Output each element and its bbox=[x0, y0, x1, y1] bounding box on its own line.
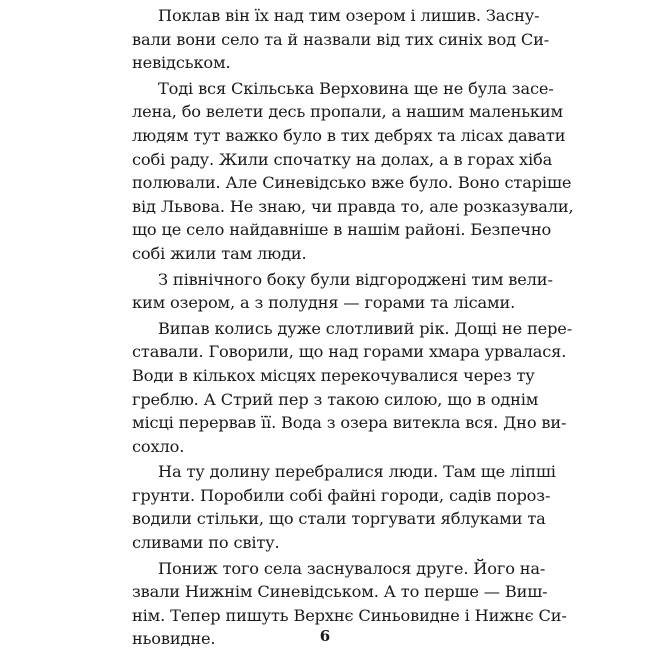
text-line: греблю. А Стрий пер з такою силою, що в однім bbox=[132, 389, 539, 409]
text-line: грунти. Поробили собі файні городи, садів порoз- bbox=[132, 485, 551, 505]
text-line: ньовидне. bbox=[132, 629, 216, 649]
text-line: водили стільки, що стали торгувати яблуками та bbox=[132, 509, 546, 529]
text-line: Випав колись дуже слотливий рік. Дощі не пере- bbox=[158, 318, 573, 338]
text-line: сливами по світу. bbox=[132, 533, 280, 553]
text-line: лена, бо велети десь пропали, а нашим маленьким bbox=[132, 102, 563, 122]
page-number: 6 bbox=[319, 627, 331, 645]
text-line: ким озером, а з полудня — горами та лісами. bbox=[132, 293, 516, 313]
text-line: З північного боку були відгороджені тим вели- bbox=[158, 269, 553, 289]
paragraph-3 bbox=[132, 268, 553, 315]
text-line: звали Нижнім Синевідськом. А то перше — Виш- bbox=[132, 582, 548, 602]
text-line: від Львова. Не знаю, чи правда то, але розказували, bbox=[132, 196, 574, 216]
text-line: Пониж того села заснувалося друге. Його на- bbox=[158, 558, 546, 578]
text-line: Тоді вся Скільська Верховина ще не була засе- bbox=[158, 78, 554, 98]
text-line: нім. Тепер пишуть Верхнє Синьовидне і Нижнє Си- bbox=[132, 605, 567, 625]
text-line: вали вони село та й назвали від тих синіх вод Си- bbox=[132, 29, 550, 49]
text-line: Поклав він їх над тим озером і лишив. Засну- bbox=[158, 6, 540, 25]
paragraph-2 bbox=[132, 77, 574, 266]
text-line: людям тут важко було в тих дебрях та лісах давати bbox=[132, 125, 566, 145]
text-line: полювали. Але Синевідсько вже було. Воно старіше bbox=[132, 173, 572, 193]
page-body bbox=[132, 4, 574, 653]
text-line: собі жили там люди. bbox=[132, 243, 307, 263]
text-line: сохло. bbox=[132, 436, 185, 456]
text-line: місці перервав її. Вода з озера витекла вся. Дно ви- bbox=[132, 413, 567, 433]
paragraph-5 bbox=[132, 460, 556, 554]
text-line: невідськом. bbox=[132, 53, 231, 73]
paragraph-4 bbox=[132, 317, 573, 459]
text-line: собі раду. Жили спочатку на долах, а в горах хіба bbox=[132, 149, 553, 169]
text-line: На ту долину перебралися люди. Там ще ліпші bbox=[158, 462, 556, 482]
paragraph-1 bbox=[132, 4, 550, 75]
text-line: Води в кількох місцях перекочувалися через ту bbox=[132, 365, 535, 385]
text-line: що це село найдавніше в нашім районі. Безпечно bbox=[132, 220, 552, 240]
text-line: ставали. Говорили, що над горами хмара урвалася. bbox=[132, 342, 567, 362]
